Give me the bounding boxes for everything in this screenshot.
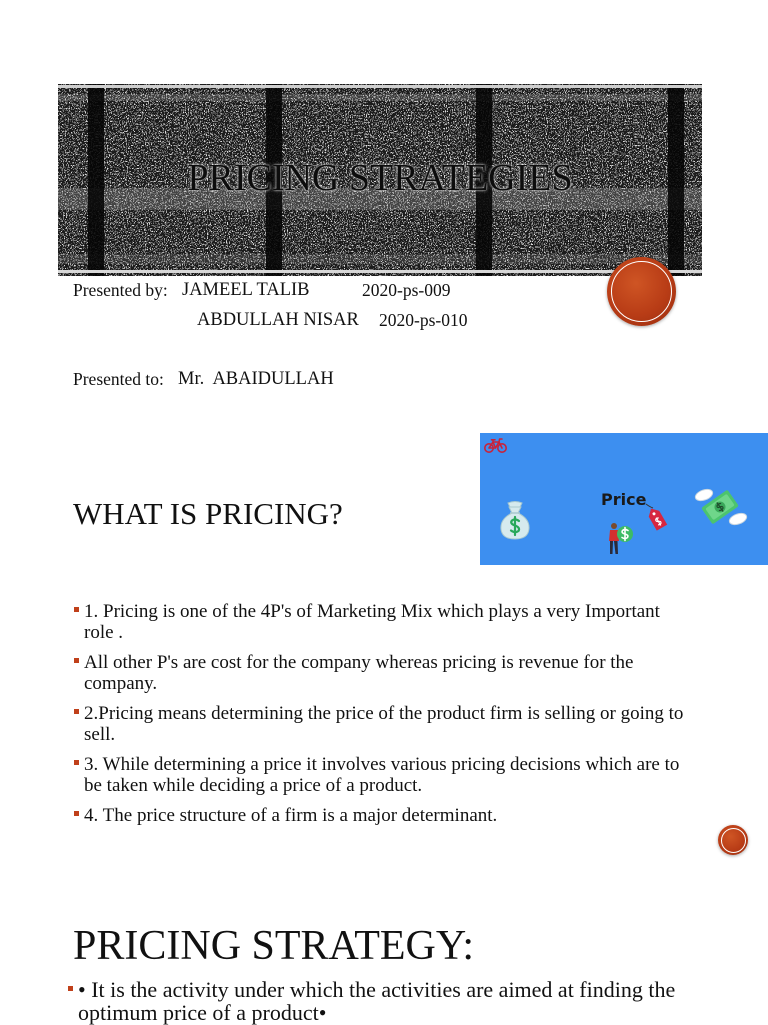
price-label: Price <box>601 490 647 509</box>
decorative-circle <box>718 825 748 855</box>
texture-top-line <box>58 85 702 88</box>
section-heading: WHAT IS PRICING? <box>73 496 343 531</box>
list-item: All other P's are cost for the company whereas pricing is revenue for the company. <box>84 652 692 694</box>
texture-band <box>58 94 702 101</box>
texture-bottom-line <box>58 270 702 273</box>
presentation-title: PRICING STRATEGIES <box>187 157 573 199</box>
title-banner <box>58 84 702 276</box>
bullet-list <box>84 601 692 835</box>
presenter-name: ABDULLAH NISAR <box>197 310 359 330</box>
coin-icon <box>617 526 633 542</box>
bicycle-icon <box>485 439 506 452</box>
presented-to-name: Mr. ABAIDULLAH <box>178 369 334 389</box>
tag-string <box>646 504 653 508</box>
pricing-illustration <box>480 433 768 565</box>
decorative-circle <box>607 257 676 326</box>
presenter-name: JAMEEL TALIB <box>182 280 310 300</box>
bullet-list <box>78 978 718 1024</box>
section-heading: PRICING STRATEGY: <box>73 923 475 969</box>
list-item: 3. While determining a price it involves various pricing decisions which are to be taken while deciding a price of a product. <box>84 754 692 796</box>
presented-by-label: Presented by: <box>73 280 168 300</box>
list-item: • It is the activity under which the activities are aimed at finding the optimum price of a product• <box>78 978 718 1024</box>
money-bag-icon <box>501 502 529 540</box>
list-item: 4. The price structure of a firm is a major determinant. <box>84 805 692 826</box>
person-icon <box>609 523 619 554</box>
price-tag-icon <box>646 506 667 531</box>
presenter-id: 2020-ps-009 <box>362 280 451 300</box>
presented-to-label: Presented to: <box>73 369 164 389</box>
texture-band <box>58 254 702 264</box>
list-item: 2.Pricing means determining the price of the product firm is selling or going to sell. <box>84 703 692 745</box>
flying-money-icon <box>694 487 748 527</box>
list-item: 1. Pricing is one of the 4P's of Marketing Mix which plays a very Important role . <box>84 601 692 643</box>
presenter-id: 2020-ps-010 <box>379 310 468 330</box>
